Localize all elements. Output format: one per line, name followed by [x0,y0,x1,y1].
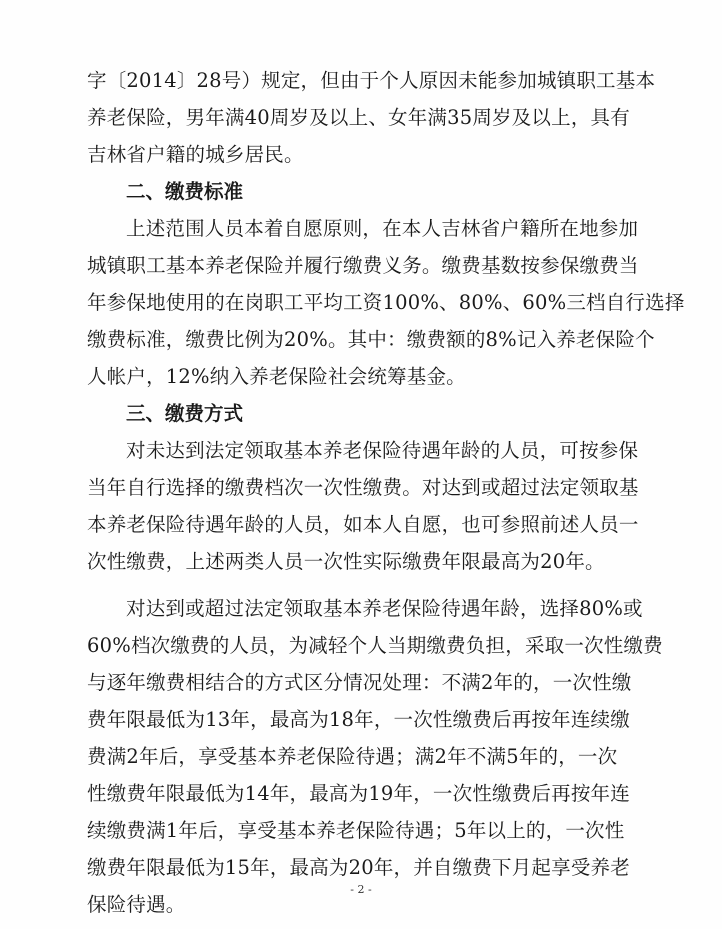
section-heading: 三、缴费方式 [126,402,244,425]
document-body [87,62,685,923]
text-line: 保险待遇。 [87,893,186,916]
text-line: 与逐年缴费相结合的方式区分情况处理：不满2年的，一次性缴 [87,671,632,694]
text-line: 缴费年限最低为15年，最高为20年，并自缴费下月起享受养老 [87,856,630,879]
paragraph-first-line: 对未达到法定领取基本养老保险待遇年龄的人员，可按参保 [126,439,639,462]
text-line: 字〔2014〕28号）规定，但由于个人原因未能参加城镇职工基本 [87,69,656,92]
text-line: 当年自行选择的缴费档次一次性缴费。对达到或超过法定领取基 [87,476,639,499]
page-number: - 2 - [350,883,372,896]
text-line: 续缴费满1年后，享受基本养老保险待遇；5年以上的，一次性 [87,819,625,842]
text-line: 人帐户，12%纳入养老保险社会统筹基金。 [87,365,466,388]
text-line: 缴费标准，缴费比例为20%。其中：缴费额的8%记入养老保险个 [87,328,655,351]
paragraph-gap [87,580,647,590]
text-line: 60%档次缴费的人员，为减轻个人当期缴费负担，采取一次性缴费 [87,634,663,657]
paragraph-first-line: 上述范围人员本着自愿原则，在本人吉林省户籍所在地参加 [126,217,639,240]
text-line: 性缴费年限最低为14年，最高为19年，一次性缴费后再按年连 [87,782,630,805]
paragraph-first-line: 对达到或超过法定领取基本养老保险待遇年龄，选择80%或 [126,597,643,620]
section-heading: 二、缴费标准 [126,180,244,203]
text-line: 年参保地使用的在岗职工平均工资100%、80%、60%三档自行选择 [87,291,685,314]
text-line: 吉林省户籍的城乡居民。 [87,143,304,166]
text-line: 费年限最低为13年，最高为18年，一次性缴费后再按年连续缴 [87,708,630,731]
text-line: 养老保险，男年满40周岁及以上、女年满35周岁及以上，具有 [87,106,630,129]
text-line: 次性缴费，上述两类人员一次性实际缴费年限最高为20年。 [87,550,605,573]
text-line: 城镇职工基本养老保险并履行缴费义务。缴费基数按参保缴费当 [87,254,639,277]
text-line: 本养老保险待遇年龄的人员，如本人自愿，也可参照前述人员一 [87,513,639,536]
text-line: 费满2年后，享受基本养老保险待遇；满2年不满5年的，一次 [87,745,618,768]
